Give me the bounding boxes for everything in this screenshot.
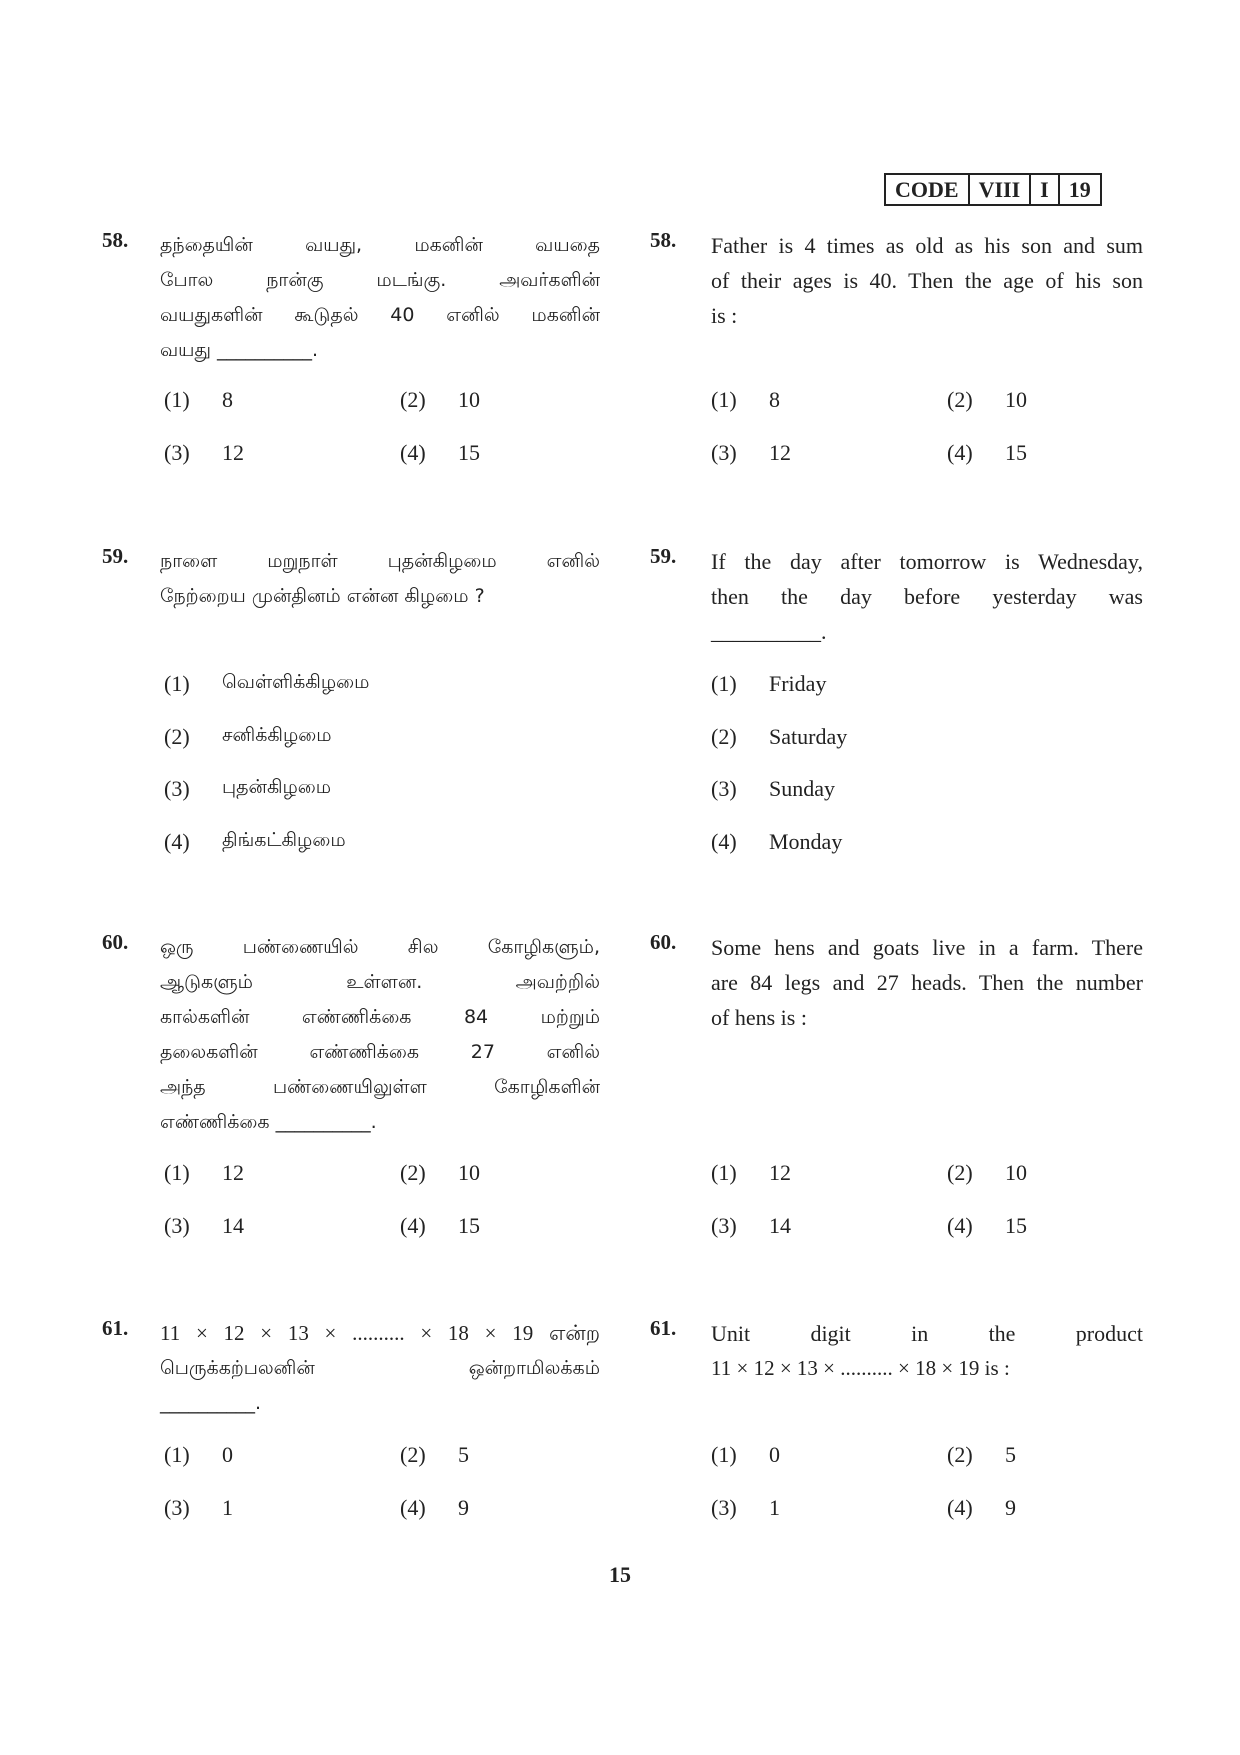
option-value: சனிக்கிழமை [222, 724, 332, 746]
code-paper: I [1029, 175, 1058, 204]
text-line: is : [711, 303, 738, 328]
option-2[interactable] [711, 724, 847, 750]
question-number: 60. [102, 930, 129, 954]
option-3[interactable] [164, 440, 244, 466]
option-number: (3) [711, 1213, 737, 1238]
option-number: (3) [164, 440, 190, 465]
question-text-english [711, 1316, 1143, 1386]
option-value: 12 [769, 1160, 791, 1185]
text-line: of their ages is 40. Then the age of his son [711, 268, 1143, 293]
option-number: (4) [400, 1213, 426, 1238]
code-class: VIII [968, 175, 1030, 204]
option-value: Friday [769, 671, 827, 696]
option-1[interactable] [711, 671, 826, 697]
option-number: (1) [164, 387, 190, 412]
question-text-english [711, 228, 1143, 333]
option-1[interactable] [164, 1160, 244, 1186]
option-number: (2) [400, 387, 426, 412]
question-text-tamil [160, 1316, 600, 1421]
text-line: கால்களின் எண்ணிக்கை 84 மற்றும் [160, 1006, 600, 1028]
option-3[interactable] [711, 1213, 791, 1239]
option-value: 0 [222, 1442, 233, 1467]
option-value: 9 [458, 1495, 469, 1520]
question-number: 61. [102, 1316, 129, 1340]
option-3[interactable] [711, 440, 791, 466]
text-line: __________. [711, 619, 827, 644]
option-number: (4) [400, 1495, 426, 1520]
text-line: வயதுகளின் கூடுதல் 40 எனில் மகனின் [160, 304, 600, 326]
text-line: of hens is : [711, 1005, 807, 1030]
option-number: (4) [400, 440, 426, 465]
option-value: 15 [458, 1213, 480, 1238]
text-line: Some hens and goats live in a farm. There [711, 935, 1143, 960]
option-number: (4) [947, 1213, 973, 1238]
text-line: 11 × 12 × 13 × .......... × 18 × 19 என்ற [160, 1321, 600, 1345]
option-number: (4) [711, 829, 737, 854]
option-1[interactable] [164, 671, 369, 697]
option-number: (3) [164, 776, 190, 801]
option-4[interactable] [400, 1495, 469, 1521]
option-1[interactable] [711, 387, 780, 413]
option-value: 10 [458, 1160, 480, 1185]
option-value: திங்கட்கிழமை [222, 829, 346, 851]
option-value: 14 [769, 1213, 791, 1238]
question-number: 59. [102, 544, 129, 568]
option-value: 15 [458, 440, 480, 465]
option-number: (3) [711, 776, 737, 801]
text-line: then the day before yesterday was [711, 584, 1143, 609]
option-number: (4) [164, 829, 190, 854]
text-line: நாளை மறுநாள் புதன்கிழமை எனில் [160, 550, 600, 572]
option-1[interactable] [164, 1442, 233, 1468]
text-line: எண்ணிக்கை __________. [160, 1111, 377, 1133]
text-line: போல நான்கு மடங்கு. அவர்களின் [160, 269, 600, 291]
option-2[interactable] [400, 387, 480, 413]
question-text-tamil [160, 930, 600, 1140]
option-number: (1) [711, 1442, 737, 1467]
text-line: வயது __________. [160, 339, 319, 361]
option-value: புதன்கிழமை [222, 776, 332, 798]
option-number: (1) [164, 1442, 190, 1467]
option-number: (2) [400, 1442, 426, 1467]
text-line: ஒரு பண்ணையில் சில கோழிகளும், [160, 936, 600, 958]
option-2[interactable] [164, 724, 332, 750]
text-line: பெருக்கற்பலனின் ஒன்றாமிலக்கம் [160, 1357, 600, 1379]
text-line: If the day after tomorrow is Wednesday, [711, 549, 1143, 574]
question-number: 60. [650, 930, 677, 954]
option-number: (2) [400, 1160, 426, 1185]
option-number: (4) [947, 1495, 973, 1520]
option-4[interactable] [400, 440, 480, 466]
option-number: (3) [711, 440, 737, 465]
option-3[interactable] [711, 1495, 780, 1521]
option-value: 8 [222, 387, 233, 412]
question-number: 58. [650, 228, 677, 252]
text-line: Unit digit in the product [711, 1321, 1143, 1346]
text-line: தலைகளின் எண்ணிக்கை 27 எனில் [160, 1041, 600, 1063]
question-text-english [711, 544, 1143, 649]
text-line: __________. [160, 1392, 262, 1414]
option-number: (2) [711, 724, 737, 749]
code-number: 19 [1058, 175, 1100, 204]
option-2[interactable] [400, 1160, 480, 1186]
option-number: (1) [711, 1160, 737, 1185]
option-value: Sunday [769, 776, 835, 801]
option-number: (4) [947, 440, 973, 465]
option-value: 12 [222, 1160, 244, 1185]
option-value: 1 [222, 1495, 233, 1520]
option-4[interactable] [400, 1213, 480, 1239]
option-number: (3) [164, 1495, 190, 1520]
option-number: (3) [164, 1213, 190, 1238]
option-value: Monday [769, 829, 843, 854]
option-value: 15 [1005, 440, 1027, 465]
option-number: (2) [947, 1160, 973, 1185]
option-value: 9 [1005, 1495, 1016, 1520]
option-value: 10 [458, 387, 480, 412]
option-3[interactable] [164, 1495, 233, 1521]
option-2[interactable] [947, 1160, 1027, 1186]
text-line: Father is 4 times as old as his son and sum [711, 233, 1143, 258]
code-label: CODE [895, 176, 959, 202]
code-box [884, 173, 1102, 206]
option-value: 5 [1005, 1442, 1016, 1467]
option-1[interactable] [164, 387, 233, 413]
option-1[interactable] [711, 1442, 780, 1468]
text-line: அந்த பண்ணையிலுள்ள கோழிகளின் [160, 1076, 600, 1098]
option-value: 0 [769, 1442, 780, 1467]
option-number: (2) [947, 387, 973, 412]
option-2[interactable] [947, 1442, 1016, 1468]
question-number: 61. [650, 1316, 677, 1340]
option-value: 15 [1005, 1213, 1027, 1238]
option-number: (1) [711, 671, 737, 696]
text-line: நேற்றைய முன்தினம் என்ன கிழமை ? [160, 585, 485, 607]
option-value: 10 [1005, 387, 1027, 412]
text-line: are 84 legs and 27 heads. Then the number [711, 970, 1143, 995]
option-value: வெள்ளிக்கிழமை [222, 671, 370, 693]
option-number: (1) [164, 1160, 190, 1185]
question-text-english [711, 930, 1143, 1035]
option-4[interactable] [164, 829, 346, 855]
option-value: 1 [769, 1495, 780, 1520]
question-number: 59. [650, 544, 677, 568]
option-value: 12 [222, 440, 244, 465]
text-line: 11 × 12 × 13 × .......... × 18 × 19 is : [711, 1356, 1010, 1380]
option-value: 12 [769, 440, 791, 465]
page-number: 15 [609, 1562, 631, 1587]
option-number: (1) [711, 387, 737, 412]
option-3[interactable] [164, 1213, 244, 1239]
text-line: தந்தையின் வயது, மகனின் வயதை [160, 234, 600, 256]
option-number: (2) [947, 1442, 973, 1467]
option-number: (2) [164, 724, 190, 749]
option-2[interactable] [400, 1442, 469, 1468]
question-text-tamil [160, 544, 600, 614]
option-2[interactable] [947, 387, 1027, 413]
option-4[interactable] [947, 1213, 1027, 1239]
question-number: 58. [102, 228, 129, 252]
text-line: ஆடுகளும் உள்ளன. அவற்றில் [160, 971, 600, 993]
option-value: 14 [222, 1213, 244, 1238]
option-1[interactable] [711, 1160, 791, 1186]
question-text-tamil [160, 228, 600, 368]
option-number: (3) [711, 1495, 737, 1520]
option-3[interactable] [711, 776, 835, 802]
option-value: 5 [458, 1442, 469, 1467]
option-3[interactable] [164, 776, 331, 802]
option-value: 8 [769, 387, 780, 412]
option-4[interactable] [711, 829, 842, 855]
option-number: (1) [164, 671, 190, 696]
option-value: 10 [1005, 1160, 1027, 1185]
option-4[interactable] [947, 440, 1027, 466]
option-4[interactable] [947, 1495, 1016, 1521]
option-value: Saturday [769, 724, 848, 749]
